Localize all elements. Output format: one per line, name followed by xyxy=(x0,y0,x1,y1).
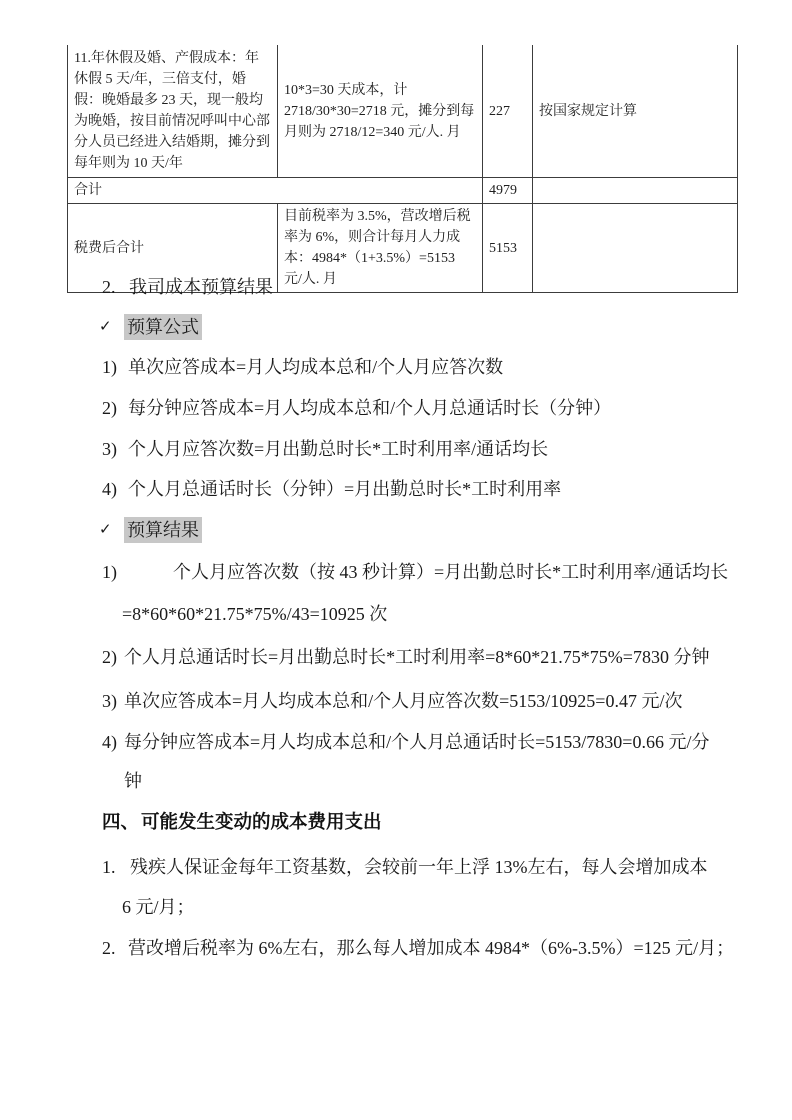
list-text: 单次应答成本=月人均成本总和/个人月应答次数=5153/10925=0.47 元/次 xyxy=(124,691,683,711)
list-item xyxy=(0,314,792,340)
table-cell-item: 11.年休假及婚、产假成本：年休假 5 天/年，三倍支付，婚假：晚婚最多 23 天，现一般均为晚婚，按目前情况呼叫中心部分人员已经进入结婚期，摊分到每年则为 10 天/年 xyxy=(68,45,278,178)
list-marker: 1. xyxy=(102,857,116,877)
list-item xyxy=(0,936,792,962)
list-text: 残疾人保证金每年工资基数，会较前一年上浮 13%左右，每人会增加成本 xyxy=(130,857,708,877)
highlighted-label: 预算结果 xyxy=(124,517,202,543)
list-marker: 4) xyxy=(102,732,117,752)
table-cell-note xyxy=(533,178,738,204)
list-item xyxy=(0,855,792,881)
list-text: 个人月总通话时长=月出勤总时长*工时利用率=8*60*21.75*75%=7830 分钟 xyxy=(124,647,710,667)
list-text: =8*60*60*21.75*75%/43=10925 次 xyxy=(122,604,388,624)
list-text: 6 元/月； xyxy=(122,897,195,917)
list-item xyxy=(0,689,792,715)
list-text: 单次应答成本=月人均成本总和/个人月应答次数 xyxy=(128,357,504,377)
list-marker: 2. xyxy=(102,938,116,958)
list-item-continuation xyxy=(0,602,792,628)
checkmark-icon: ✓ xyxy=(99,520,112,538)
list-item xyxy=(0,560,792,586)
section-number: 四、 xyxy=(102,811,140,832)
list-text: 个人月总通话时长（分钟）=月出勤总时长*工时利用率 xyxy=(128,479,562,499)
section-heading xyxy=(0,810,792,836)
highlighted-label: 预算公式 xyxy=(124,314,202,340)
list-marker: 2) xyxy=(102,647,117,667)
section-title: 可能发生变动的成本费用支出 xyxy=(141,811,382,832)
list-marker: 4) xyxy=(102,479,117,499)
list-text: 钟 xyxy=(124,771,142,791)
table-cell-note: 按国家规定计算 xyxy=(533,45,738,178)
table-cell-calc: 10*3=30 天成本，计 2718/30*30=2718 元，摊分到每月则为 2718/12=340 元/人. 月 xyxy=(278,45,483,178)
table-cell-item: 合计 xyxy=(68,178,483,204)
list-item xyxy=(0,275,792,301)
list-marker: 2) xyxy=(102,398,117,418)
table-cell-amount: 5153 xyxy=(483,204,533,293)
table-row xyxy=(68,45,738,178)
list-item xyxy=(0,645,792,671)
list-text: 每分钟应答成本=月人均成本总和/个人月总通话时长（分钟） xyxy=(128,398,612,418)
list-text: 营改增后税率为 6%左右，那么每人增加成本 4984*（6%-3.5%）=125 元/月； xyxy=(128,938,735,958)
table-cell-amount: 227 xyxy=(483,45,533,178)
list-marker: 3) xyxy=(102,691,117,711)
list-marker: 2. xyxy=(102,277,116,297)
list-text: 每分钟应答成本=月人均成本总和/个人月总通话时长=5153/7830=0.66 元/分 xyxy=(124,732,710,752)
list-item-continuation xyxy=(0,769,792,795)
table-cell-item: 税费后合计 xyxy=(68,204,278,293)
list-item xyxy=(0,355,792,381)
cost-table xyxy=(67,45,738,293)
list-item xyxy=(0,730,792,756)
list-text: 我司成本预算结果 xyxy=(129,277,273,297)
table-cell-calc: 目前税率为 3.5%，营改增后税率为 6%，则合计每月人力成本：4984*（1+3.5%）=5153 元/人. 月 xyxy=(278,204,483,293)
list-text: 个人月应答次数=月出勤总时长*工时利用率/通话均长 xyxy=(128,439,549,459)
list-marker: 1) xyxy=(102,562,117,582)
table-row xyxy=(68,178,738,204)
list-item xyxy=(0,477,792,503)
list-marker: 3) xyxy=(102,439,117,459)
table-cell-amount: 4979 xyxy=(483,178,533,204)
list-item xyxy=(0,517,792,543)
list-item-continuation xyxy=(0,895,792,921)
list-item xyxy=(0,437,792,463)
checkmark-icon: ✓ xyxy=(99,317,112,335)
list-item xyxy=(0,396,792,422)
list-text: 个人月应答次数（按 43 秒计算）=月出勤总时长*工时利用率/通话均长 xyxy=(173,562,729,582)
list-marker: 1) xyxy=(102,357,117,377)
